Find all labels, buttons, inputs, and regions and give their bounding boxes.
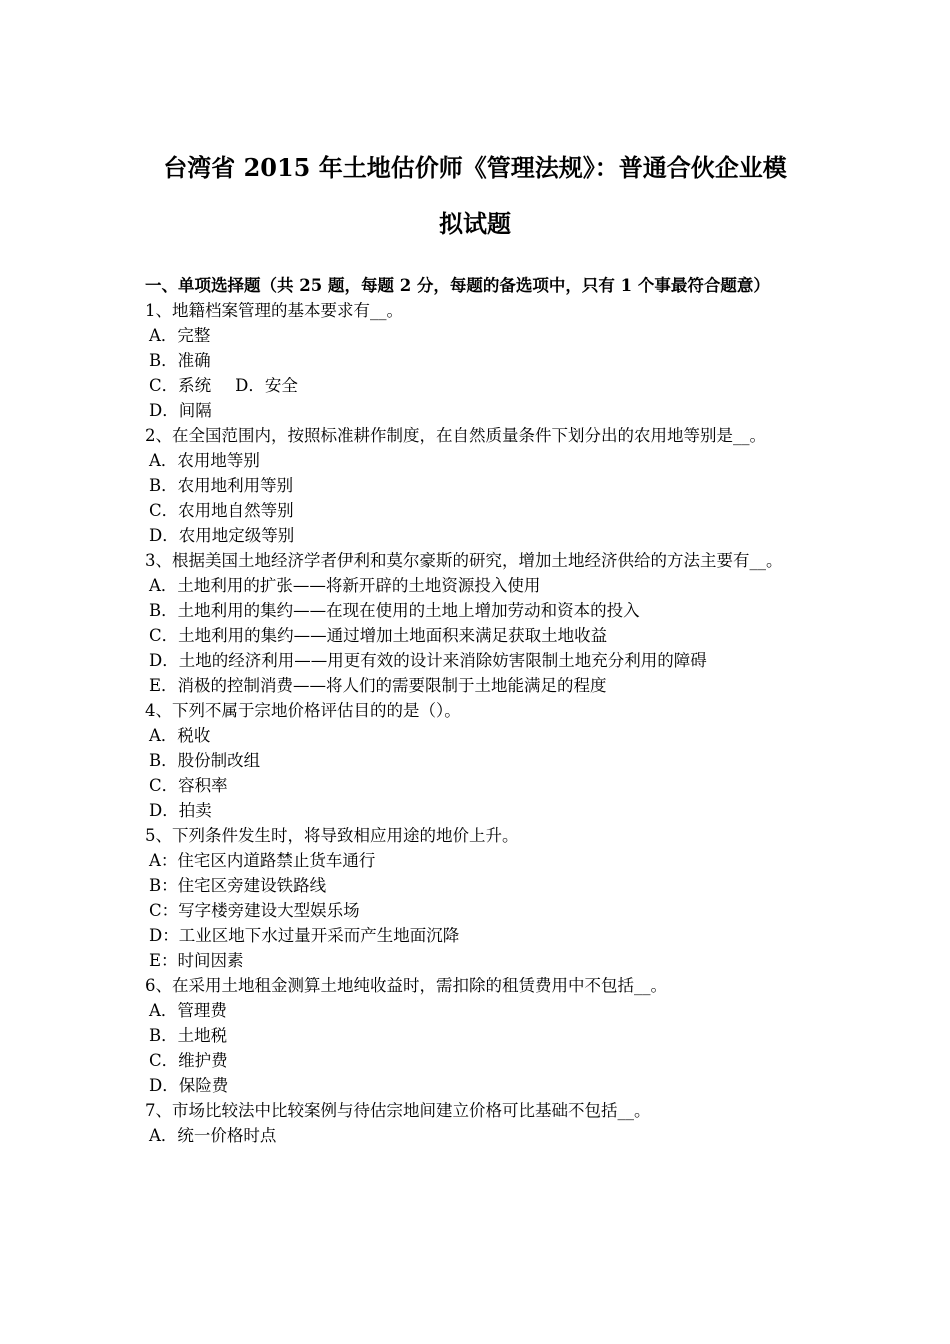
question-5	[145, 823, 810, 973]
option: A．税收	[149, 726, 211, 745]
question-text: 6、在采用土地租金测算土地纯收益时，需扣除的租赁费用中不包括__。	[145, 976, 667, 995]
option: C．农用地自然等别	[149, 501, 294, 520]
option: C．容积率	[149, 776, 228, 795]
option: B．农用地利用等别	[149, 476, 294, 495]
option: C：写字楼旁建设大型娱乐场	[149, 901, 360, 920]
option: D．土地的经济利用——用更有效的设计来消除妨害限制土地充分利用的障碍	[149, 651, 707, 670]
option: A．农用地等别	[149, 451, 260, 470]
section-heading: 一、单项选择题（共 25 题，每题 2 分，每题的备选项中，只有 1 个事最符合题意）	[145, 276, 770, 295]
question-6	[145, 973, 810, 1098]
document-title	[120, 140, 830, 252]
option: B．股份制改组	[149, 751, 261, 770]
option: C．土地利用的集约——通过增加土地面积来满足获取土地收益	[149, 626, 608, 645]
option: A：住宅区内道路禁止货车通行	[149, 851, 376, 870]
title-line-1: 台湾省 2015 年土地估价师《管理法规》：普通合伙企业模	[163, 153, 787, 182]
question-text: 1、地籍档案管理的基本要求有__。	[145, 301, 403, 320]
option: C．系统	[149, 376, 212, 395]
question-text: 2、在全国范围内，按照标准耕作制度，在自然质量条件下划分出的农用地等别是__。	[145, 426, 766, 445]
option: B：住宅区旁建设铁路线	[149, 876, 327, 895]
option: D：工业区地下水过量开采而产生地面沉降	[149, 926, 460, 945]
option: B．土地利用的集约——在现在使用的土地上增加劳动和资本的投入	[149, 601, 640, 620]
question-text: 4、下列不属于宗地价格评估目的的是（）。	[145, 701, 461, 720]
option: A．土地利用的扩张——将新开辟的土地资源投入使用	[149, 576, 541, 595]
option: B．准确	[149, 351, 211, 370]
option: D．安全	[235, 376, 298, 395]
question-2	[145, 423, 810, 548]
question-4	[145, 698, 810, 823]
question-text: 5、下列条件发生时，将导致相应用途的地价上升。	[145, 826, 519, 845]
option: D．农用地定级等别	[149, 526, 295, 545]
option: A．统一价格时点	[149, 1126, 277, 1145]
option: B．土地税	[149, 1026, 228, 1045]
option: E：时间因素	[149, 951, 244, 970]
option: D．拍卖	[149, 801, 212, 820]
option: D．间隔	[149, 401, 212, 420]
title-line-2: 拟试题	[439, 209, 511, 238]
option: D．保险费	[149, 1076, 229, 1095]
question-text: 7、市场比较法中比较案例与待估宗地间建立价格可比基础不包括__。	[145, 1101, 651, 1120]
option: E．消极的控制消费——将人们的需要限制于土地能满足的程度	[149, 676, 607, 695]
question-3	[145, 548, 810, 698]
option: C．维护费	[149, 1051, 228, 1070]
question-1	[145, 298, 810, 423]
question-7	[145, 1098, 810, 1148]
option: A．完整	[149, 326, 211, 345]
option-row	[145, 373, 810, 398]
question-text: 3、根据美国土地经济学者伊利和莫尔豪斯的研究，增加土地经济供给的方法主要有__。	[145, 551, 783, 570]
document-body	[145, 273, 810, 1148]
option: A．管理费	[149, 1001, 227, 1020]
